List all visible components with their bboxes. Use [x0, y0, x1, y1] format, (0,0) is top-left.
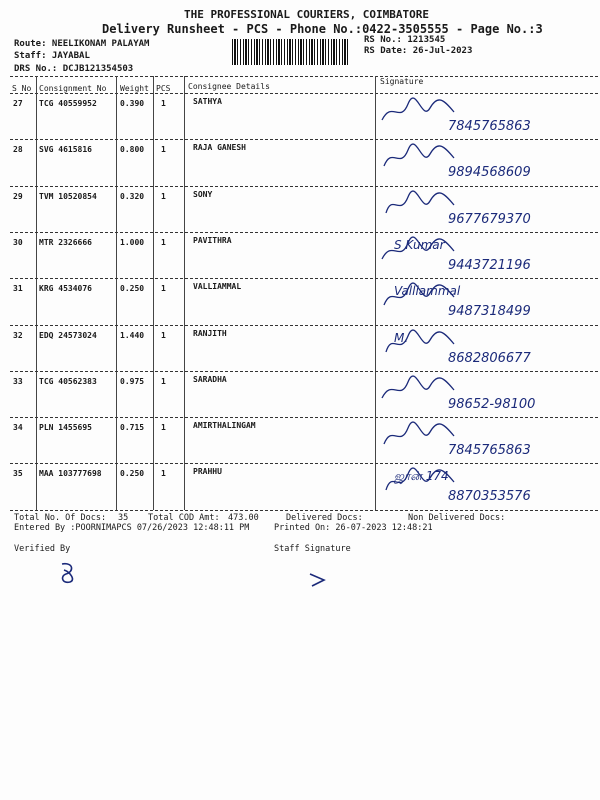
row-consignee: PRAHHU — [193, 467, 222, 477]
row-weight: 0.250 — [120, 469, 145, 479]
row-sno: 31 — [13, 284, 23, 294]
route-label: Route: NEELIKONAM PALAYAM — [14, 39, 150, 49]
row-consignment-no: PLN 1455695 — [39, 423, 92, 433]
signature-phone: 98652-98100 — [448, 396, 536, 412]
row-signature — [378, 418, 578, 462]
row-sno: 35 — [13, 469, 23, 479]
row-sno: 32 — [13, 330, 23, 340]
row-weight: 0.715 — [120, 423, 145, 433]
signature-name: S Kumar — [394, 237, 445, 252]
staff-label: Staff: JAYABAL — [14, 51, 90, 61]
row-consignment-no: TCG 40559952 — [39, 99, 97, 108]
cod-amount-label: Total COD Amt: — [148, 513, 220, 523]
signature-phone: 9487318499 — [448, 304, 531, 320]
company-name: THE PROFESSIONAL COURIERS, COIMBATORE — [184, 8, 430, 21]
row-signature — [378, 187, 578, 231]
col-divider — [184, 76, 185, 510]
row-consignment-no: KRG 4534076 — [39, 284, 92, 294]
row-signature — [378, 372, 578, 416]
row-sno: 27 — [13, 99, 23, 108]
barcode — [232, 39, 348, 65]
signature-phone: 8682806677 — [448, 350, 531, 366]
signature-phone: 8870353576 — [448, 489, 531, 505]
row-weight: 0.390 — [120, 99, 145, 108]
rs-date: RS Date: 26-Jul-2023 — [364, 46, 473, 56]
row-pcs: 1 — [161, 423, 166, 433]
col-header-pcs: PCS — [156, 84, 171, 93]
row-consignee: SARADHA — [193, 374, 227, 384]
table-bottom-border — [10, 510, 598, 511]
row-signature — [378, 94, 578, 138]
row-weight: 0.975 — [120, 376, 145, 386]
col-divider — [36, 76, 37, 510]
signature-phone: 9677679370 — [448, 211, 531, 227]
staff-signature-mark — [308, 572, 328, 588]
signature-scribble — [382, 98, 454, 120]
signature-name: Valliammal — [394, 284, 461, 299]
row-weight: 0.800 — [120, 145, 145, 155]
drs-number: DRS No.: DCJB121354503 — [14, 64, 134, 74]
row-signature — [378, 326, 578, 370]
row-signature — [378, 279, 578, 323]
col-header-consignee: Consignee Details — [188, 82, 270, 91]
row-consignee: SONY — [193, 189, 213, 199]
row-weight: 1.440 — [120, 330, 145, 340]
col-header-sno: S No — [12, 84, 32, 93]
row-consignment-no: MTR 2326666 — [39, 237, 92, 247]
signature-phone: 9894568609 — [448, 165, 531, 181]
total-docs-value: 35 — [118, 513, 129, 523]
row-weight: 0.250 — [120, 284, 145, 294]
table-top-border — [10, 76, 598, 77]
total-docs-label: Total No. Of Docs: — [14, 513, 107, 523]
staff-signature-label: Staff Signature — [274, 544, 351, 554]
row-pcs: 1 — [161, 376, 166, 386]
rs-number: RS No.: 1213545 — [364, 35, 446, 45]
row-consignee: RANJITH — [193, 328, 227, 338]
row-consignee: AMIRTHALINGAM — [193, 421, 256, 431]
cod-amount-value: 473.00 — [228, 513, 259, 523]
row-pcs: 1 — [161, 145, 166, 155]
row-pcs: 1 — [161, 99, 166, 108]
row-sno: 34 — [13, 423, 23, 433]
verifier-signature-mark — [58, 560, 80, 586]
col-header-consignment: Consignment No — [39, 84, 107, 93]
row-consignee: RAJA GANESH — [193, 143, 246, 153]
entered-by: Entered By :POORNIMAPCS 07/26/2023 12:48:11 PM — [14, 523, 250, 533]
row-pcs: 1 — [161, 330, 166, 340]
row-sno: 28 — [13, 145, 23, 155]
row-pcs: 1 — [161, 284, 166, 294]
col-divider — [116, 76, 117, 510]
col-header-weight: Weight — [120, 84, 149, 93]
row-pcs: 1 — [161, 237, 166, 247]
row-consignment-no: TCG 40562383 — [39, 376, 97, 386]
row-sno: 29 — [13, 191, 23, 201]
signature-name: ஜான் 174 — [394, 469, 449, 484]
col-divider — [375, 76, 376, 510]
row-consignment-no: MAA 103777698 — [39, 469, 102, 479]
signature-scribble — [384, 144, 454, 166]
signature-phone: 9443721196 — [448, 257, 531, 273]
row-sno: 30 — [13, 237, 23, 247]
printed-on: Printed On: 26-07-2023 12:48:21 — [274, 523, 433, 533]
signature-scribble — [382, 376, 454, 398]
signature-scribble — [386, 191, 454, 213]
row-signature — [378, 140, 578, 184]
delivered-docs-label: Delivered Docs: — [286, 513, 363, 523]
row-weight: 1.000 — [120, 237, 145, 247]
non-delivered-docs-label: Non Delivered Docs: — [408, 513, 506, 523]
row-consignment-no: EDQ 24573024 — [39, 330, 97, 340]
col-divider — [153, 76, 154, 510]
row-weight: 0.320 — [120, 191, 145, 201]
signature-scribble — [384, 422, 454, 444]
row-consignee: PAVITHRA — [193, 235, 232, 245]
row-consignment-no: TVM 10520854 — [39, 191, 97, 201]
row-sno: 33 — [13, 376, 23, 386]
row-consignee: VALLIAMMAL — [193, 282, 242, 292]
row-signature — [378, 233, 578, 277]
row-consignment-no: SVG 4615816 — [39, 145, 92, 155]
verified-by-label: Verified By — [14, 544, 71, 554]
runsheet-title: Delivery Runsheet - PCS - Phone No.:0422-3505555 - Page No.:3 — [102, 22, 543, 36]
row-consignee: SATHYA — [193, 97, 222, 106]
row-signature — [378, 464, 578, 508]
col-header-signature: Signature — [380, 77, 424, 86]
signature-phone: 7845765863 — [448, 443, 531, 459]
signature-name: M. — [394, 330, 409, 345]
row-pcs: 1 — [161, 191, 166, 201]
signature-phone: 7845765863 — [448, 119, 531, 134]
row-pcs: 1 — [161, 469, 166, 479]
